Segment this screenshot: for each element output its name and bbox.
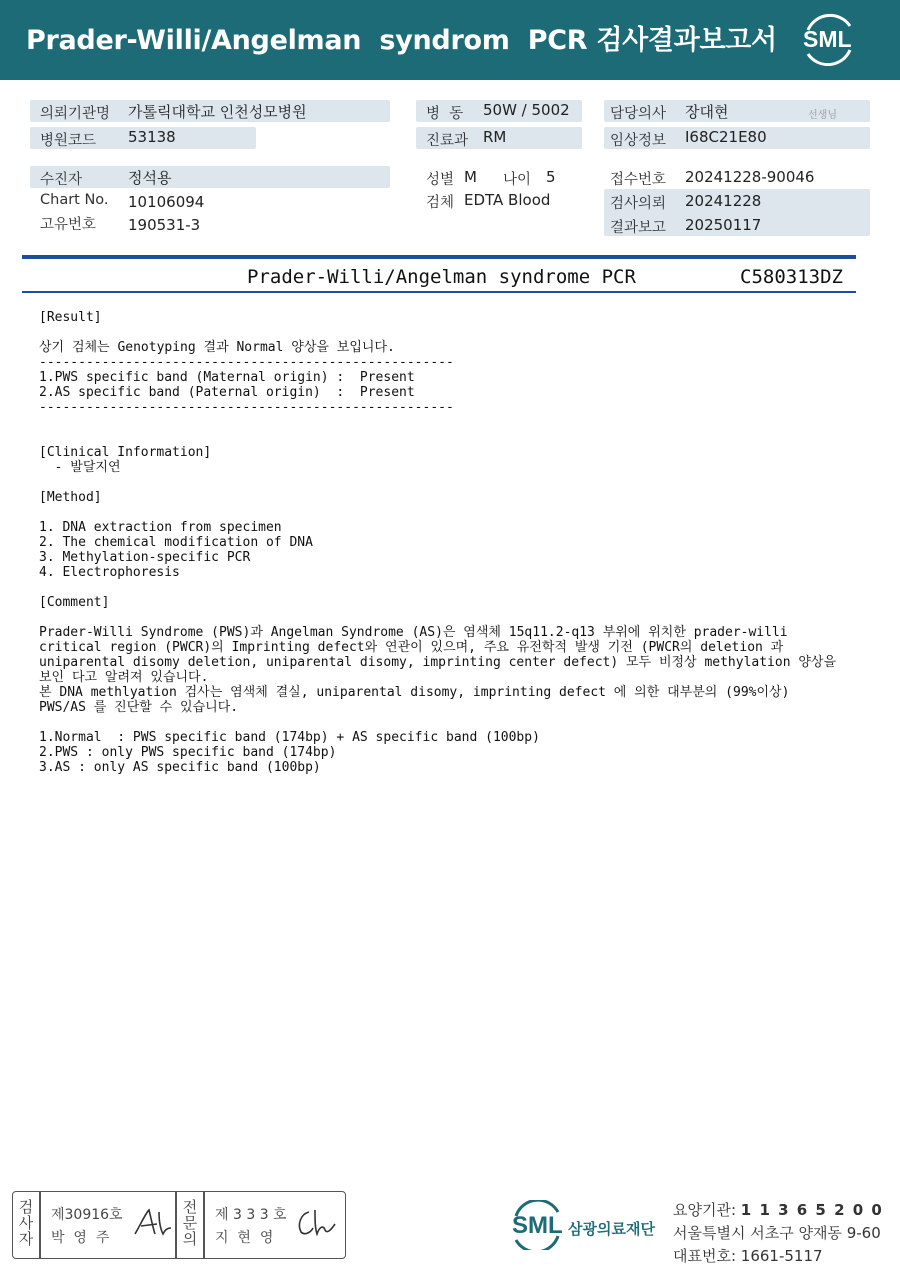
address: 서울특별시 서초구 양재동 9-60 bbox=[673, 1224, 881, 1242]
tester-label: 검 사 자 bbox=[18, 1198, 34, 1248]
unique-value: 190531-3 bbox=[128, 216, 201, 234]
tester-license-no: 제30916호 bbox=[51, 1207, 123, 1223]
hospital-code-label: 병원코드 bbox=[40, 133, 97, 149]
ward-value: 50W / 5002 bbox=[483, 101, 570, 119]
signature-box bbox=[12, 1191, 346, 1259]
chart-label: Chart No. bbox=[40, 192, 109, 208]
divider bbox=[203, 1192, 205, 1258]
tester-signature-icon bbox=[131, 1206, 173, 1240]
report-title: Prader-Willi/Angelman syndrom PCR 검사결과보고서 bbox=[26, 25, 777, 56]
unique-label: 고유번호 bbox=[40, 217, 97, 233]
patient-value: 정석용 bbox=[128, 169, 172, 187]
phone-line bbox=[673, 1245, 823, 1266]
report-date-label: 결과보고 bbox=[610, 220, 667, 236]
sml-logo-text: SML bbox=[803, 26, 852, 52]
ward-label: 병 동 bbox=[426, 106, 464, 122]
age-label: 나이 bbox=[503, 172, 532, 188]
institution-label: 의뢰기관명 bbox=[40, 106, 111, 122]
sex-value: M bbox=[464, 168, 477, 186]
clinical-label: 임상정보 bbox=[610, 133, 667, 149]
tester-name: 박 영 주 bbox=[51, 1230, 110, 1246]
report-body: [Result] 상기 검체는 Genotyping 결과 Normal 양상을 보입니다. ----------------------------------------------------- 1.PWS specific band (Maternal origin) : Present 2.AS specific band (Paternal origin) : Present ----------------------------------------------------- [Clinical Information] - 발달지연 [Method] 1. DNA extraction from specimen 2. The chemical modification of DNA 3. Methylation-specific PCR 4. Electrophoresis [Comment] Prader-Willi Syndrome (PWS)과 Angelman Syndrome (AS)은 염색체 15q11.2-q13 부위에 위치한 prader-willi critical region (PWCR)의 Imprinting defect와 연관이 있으며, 주요 유전학적 발생 기전 (PWCR의 deletion 과 uniparental disomy deletion, uniparental disomy, imprinting center defect) 모두 비정상 methylation 양상을 보인 다고 알려져 있습니다. 본 DNA methlyation 검사는 염색체 결실, uniparental disomy, imprinting defect 에 의한 대부분의 (99%이상) PWS/AS 를 진단할 수 있습니다. 1.Normal : PWS specific band (174bp) + AS specific band (100bp) 2.PWS : only PWS specific band (174bp) 3.AS : only AS specific band (100bp) bbox=[39, 310, 837, 775]
specialist-label: 전 문 의 bbox=[182, 1198, 198, 1248]
test-name: Prader-Willi/Angelman syndrome PCR bbox=[247, 266, 636, 288]
report-date-value: 20250117 bbox=[685, 216, 762, 234]
bottom-rule bbox=[22, 291, 856, 293]
patient-row bbox=[30, 166, 390, 188]
doctor-value: 장대현 bbox=[685, 103, 729, 121]
receipt-label: 접수번호 bbox=[610, 172, 667, 188]
top-rule bbox=[22, 255, 856, 259]
organization-name: 삼광의료재단 bbox=[568, 1220, 655, 1238]
clinical-value: I68C21E80 bbox=[685, 128, 767, 146]
specimen-value: EDTA Blood bbox=[464, 191, 551, 209]
request-label: 검사의뢰 bbox=[610, 196, 667, 212]
test-code: C580313DZ bbox=[740, 266, 843, 288]
care-number: 1 1 3 6 5 2 0 0 bbox=[740, 1201, 884, 1219]
doctor-label: 담당의사 bbox=[610, 106, 667, 122]
care-institution-line bbox=[673, 1199, 883, 1220]
phone-label: 대표번호: bbox=[673, 1247, 737, 1265]
report-header bbox=[0, 0, 900, 80]
receipt-value: 20241228-90046 bbox=[685, 168, 815, 186]
specialist-signature-icon bbox=[293, 1206, 337, 1240]
patient-label: 수진자 bbox=[40, 172, 83, 188]
specialist-license-no: 제 3 3 3 호 bbox=[215, 1207, 287, 1223]
institution-value: 가톨릭대학교 인천성모병원 bbox=[128, 103, 307, 121]
hospital-code-value: 53138 bbox=[128, 128, 176, 146]
care-label: 요양기관: bbox=[673, 1201, 737, 1219]
specialist-name: 지 현 영 bbox=[215, 1230, 274, 1246]
request-value: 20241228 bbox=[685, 192, 762, 210]
doctor-honorific: 선생님 bbox=[808, 110, 837, 121]
phone-number: 1661-5117 bbox=[740, 1247, 823, 1265]
sex-label: 성별 bbox=[426, 172, 455, 188]
divider bbox=[39, 1192, 41, 1258]
dept-value: RM bbox=[483, 128, 507, 146]
divider bbox=[175, 1192, 177, 1258]
sml-footer-logo-text: SML bbox=[512, 1212, 563, 1239]
specimen-label: 검체 bbox=[426, 195, 455, 211]
chart-value: 10106094 bbox=[128, 193, 205, 211]
age-value: 5 bbox=[546, 168, 556, 186]
dept-label: 진료과 bbox=[426, 133, 469, 149]
